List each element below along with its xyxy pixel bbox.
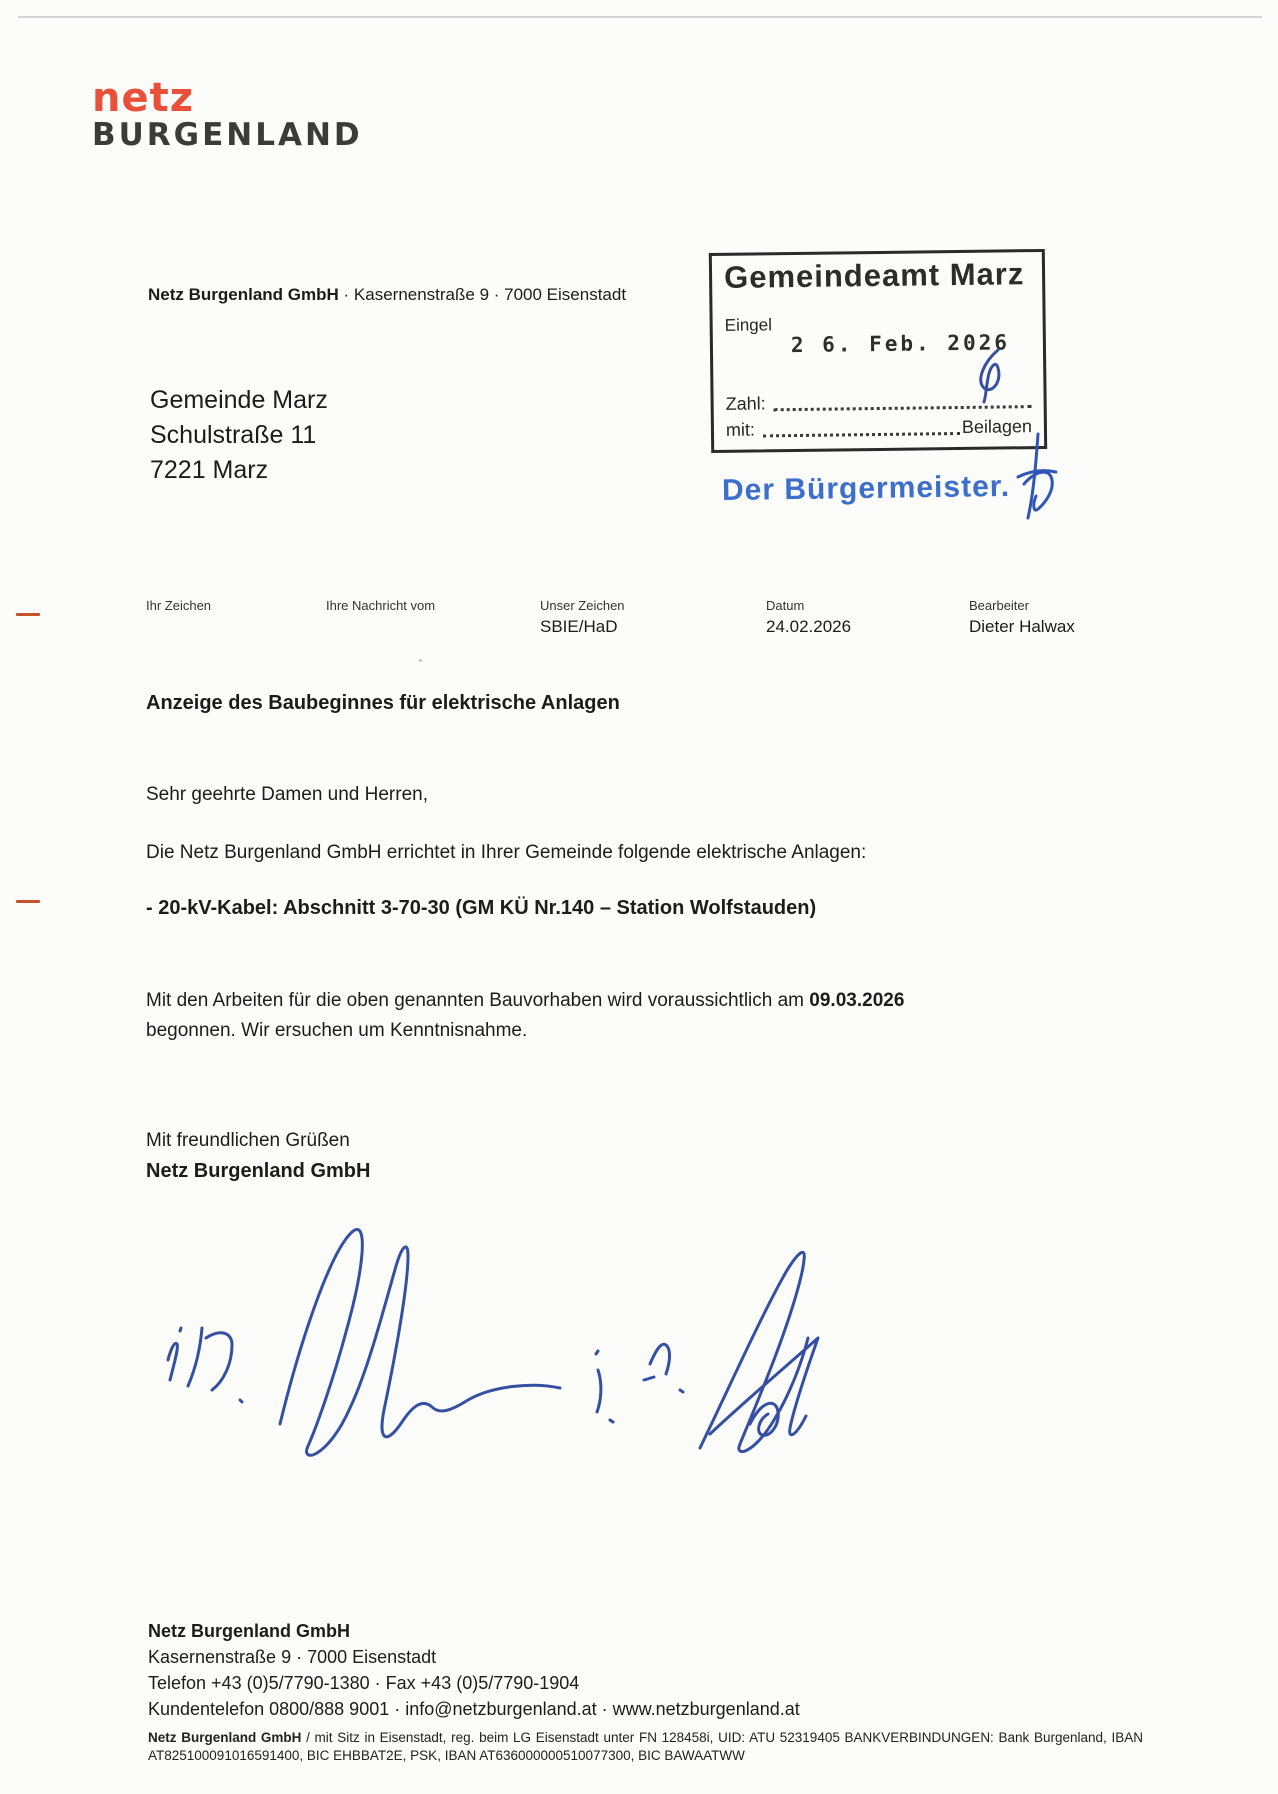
ref-ihre-nachricht xyxy=(326,598,435,617)
salutation: Sehr geehrte Damen und Herren, xyxy=(146,784,428,805)
stamp-beilagen-label: Beilagen xyxy=(961,416,1033,437)
stamp-received-label: Eingel xyxy=(724,315,773,335)
footer-company: Netz Burgenland GmbH xyxy=(148,1621,351,1641)
stamp-zahl-label: Zahl: xyxy=(725,393,766,414)
ref-label: Unser Zeichen xyxy=(540,598,625,613)
stamp-mit-label: mit: xyxy=(725,419,756,440)
ref-ihr-zeichen xyxy=(146,598,211,617)
company-logo xyxy=(92,75,363,153)
footer-legal-text: / mit Sitz in Eisenstadt, reg. beim LG Eisenstadt unter FN 128458i, UID: ATU 52319405 BANKVERBINDUNGEN: Bank Burgenland, IBAN AT825100091016591400, BIC EHBBAT2E, PSK, IBAN AT636000000510077300, BIC BAWAATWW xyxy=(148,1730,1143,1763)
closing-greeting: Mit freundlichen Grüßen xyxy=(146,1130,350,1151)
ref-label: Ihr Zeichen xyxy=(146,598,212,613)
scan-line-artifact xyxy=(18,16,1262,18)
footer-contact: Kundentelefon 0800/888 9001 · info@netzburgenland.at · www.netzburgenland.at xyxy=(148,1699,800,1719)
recipient-line: 7221 Marz xyxy=(150,456,269,484)
dotted-leader xyxy=(774,405,1032,411)
sender-return-address xyxy=(148,285,626,305)
fold-mark-bottom xyxy=(16,900,40,903)
ref-value: 24.02.2026 xyxy=(766,617,852,636)
schedule-start-date: 09.03.2026 xyxy=(809,990,905,1011)
dotted-leader xyxy=(763,432,960,437)
ref-label: Ihre Nachricht vom xyxy=(326,598,436,613)
logo-netz-text: netz xyxy=(92,75,195,121)
footer-legal xyxy=(148,1729,1143,1765)
ref-value: Dieter Halwax xyxy=(969,617,1075,636)
subject-line: Anzeige des Baubeginnes für elektrische Anlagen xyxy=(146,692,620,714)
handwritten-number-mark xyxy=(968,344,1018,406)
mayor-stamp-text: Der Bürgermeister. xyxy=(721,469,1011,508)
scan-dot-artifact xyxy=(419,659,422,662)
mayor-initials-handwriting xyxy=(1008,430,1072,525)
schedule-text-after: begonnen. Wir ersuchen um Kenntnisnahme. xyxy=(146,1020,528,1041)
recipient-line: Gemeinde Marz xyxy=(150,386,328,414)
schedule-paragraph xyxy=(146,986,1056,1046)
footer-address: Kasernenstraße 9 · 7000 Eisenstadt xyxy=(148,1647,437,1667)
project-line: - 20-kV-Kabel: Abschnitt 3-70-30 (GM KÜ Nr.140 – Station Wolfstauden) xyxy=(146,897,817,919)
stamp-office-title: Gemeindeamt Marz xyxy=(723,256,1025,295)
schedule-text-before: Mit den Arbeiten für die oben genannten Bauvorhaben wird voraussichtlich am xyxy=(146,990,810,1011)
sender-address: · Kasernenstraße 9 · 7000 Eisenstadt xyxy=(338,285,627,304)
handwritten-signatures xyxy=(140,1212,830,1477)
body-intro: Die Netz Burgenland GmbH errichtet in Ihrer Gemeinde folgende elektrische Anlagen: xyxy=(146,842,867,863)
ref-datum xyxy=(766,598,851,637)
logo-burgenland-text: BURGENLAND xyxy=(92,117,363,153)
footer-legal-company: Netz Burgenland GmbH xyxy=(148,1730,302,1745)
recipient-line: Schulstraße 11 xyxy=(150,421,317,449)
recipient-address xyxy=(150,383,328,488)
ref-label: Datum xyxy=(766,598,805,613)
stamp-received-date: 2 6. Feb. 2026 xyxy=(790,330,1011,358)
footer-phone: Telefon +43 (0)5/7790-1380 · Fax +43 (0)5/7790-1904 xyxy=(148,1673,580,1693)
signing-company: Netz Burgenland GmbH xyxy=(146,1160,371,1182)
ref-label: Bearbeiter xyxy=(969,598,1029,613)
ref-bearbeiter xyxy=(969,598,1075,637)
sender-company: Netz Burgenland GmbH xyxy=(148,285,339,304)
stamp-mit-row xyxy=(726,416,1032,441)
ref-unser-zeichen xyxy=(540,598,625,637)
ref-value: SBIE/HaD xyxy=(540,617,618,636)
fold-mark-top xyxy=(16,613,40,616)
